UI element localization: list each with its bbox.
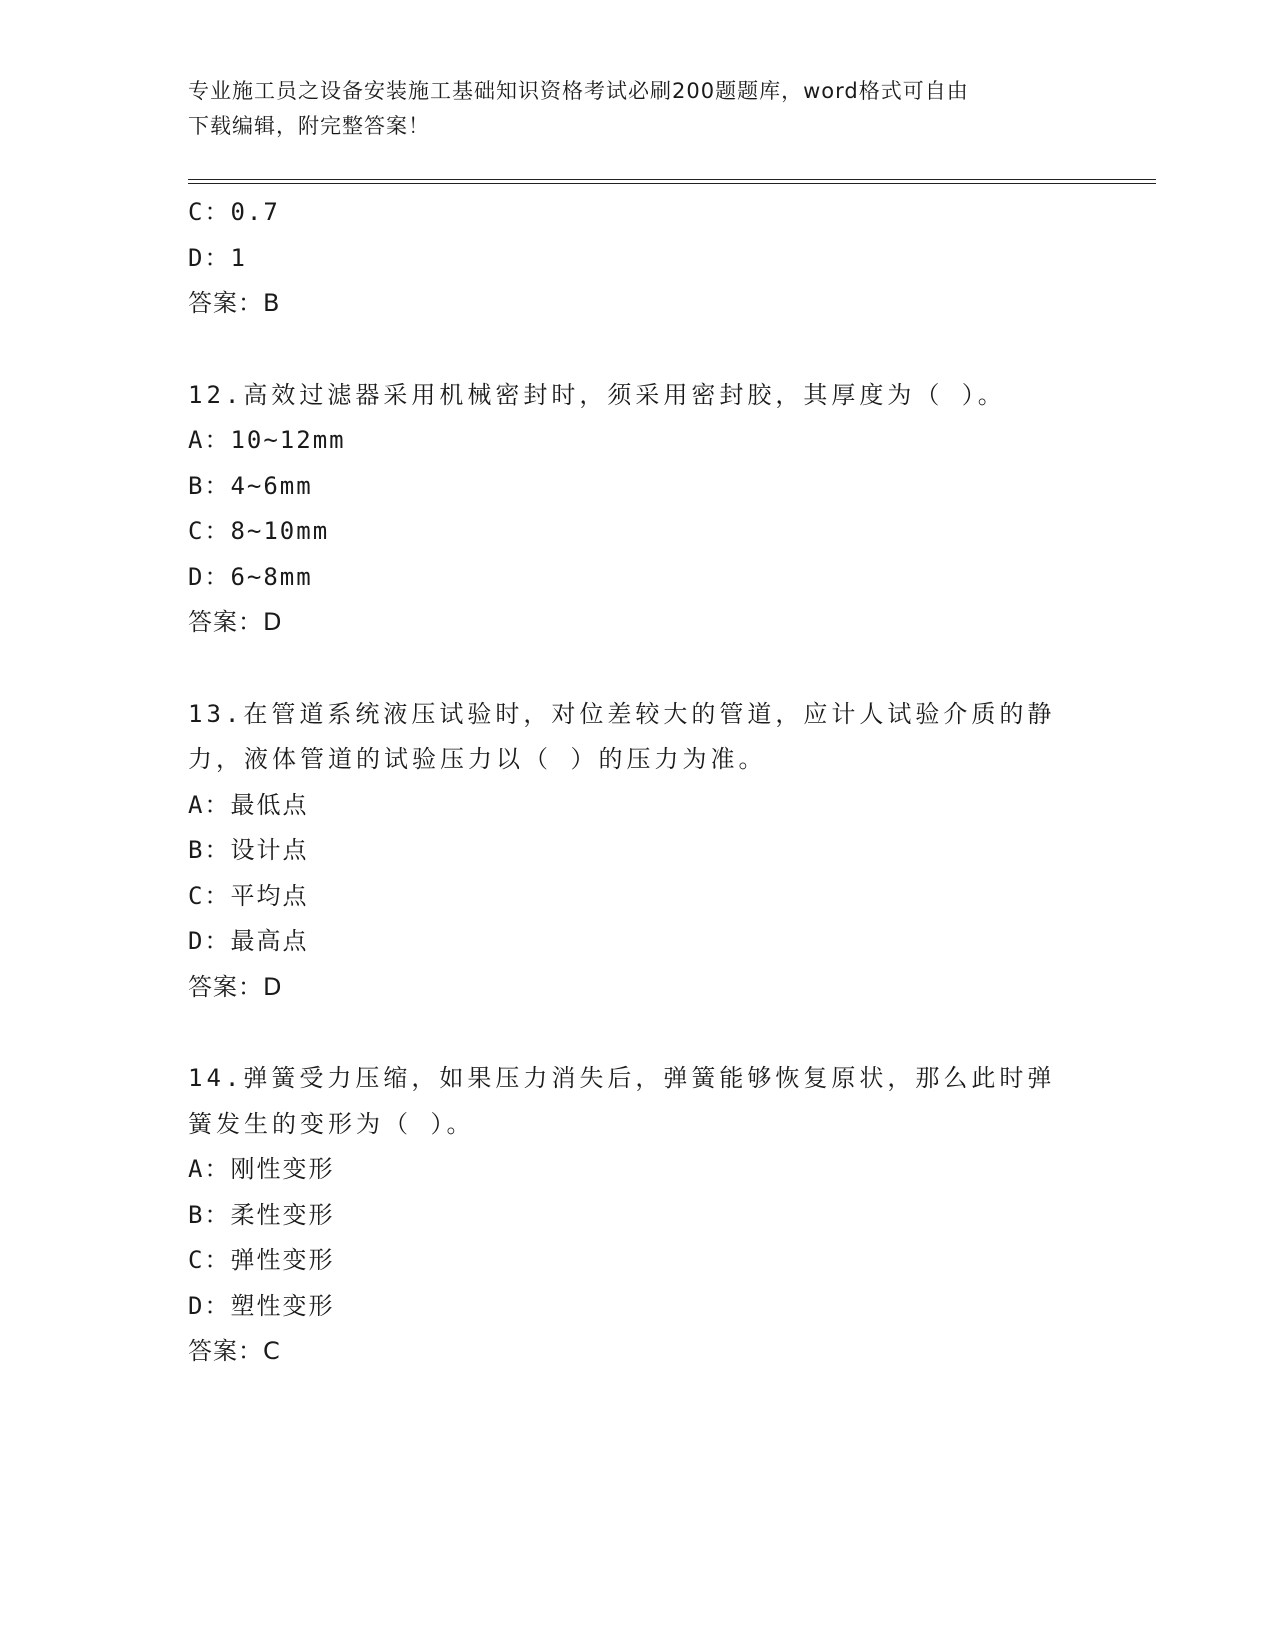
option-b: B：4~6mm (188, 471, 313, 500)
question-13 (188, 692, 1088, 1011)
question-12 (188, 373, 1088, 646)
question-spacer (188, 646, 1088, 692)
option-a: A：刚性变形 (188, 1155, 335, 1183)
answer-line: 答案：D (188, 972, 283, 1001)
question-stem-line-2: 簧发生的变形为（ ）。 (188, 1109, 475, 1138)
question-spacer (188, 327, 1088, 373)
option-d: D：塑性变形 (188, 1291, 335, 1320)
question-stem-line-2: 力，液体管道的试验压力以（ ）的压力为准。 (188, 745, 767, 773)
question-stem-line-1: 14.弹簧受力压缩，如果压力消失后，弹簧能够恢复原状，那么此时弹 (188, 1064, 1056, 1092)
question-spacer (188, 1010, 1088, 1056)
page-header (188, 74, 1088, 144)
question-list (188, 190, 1088, 1375)
header-title-line-1: 专业施工员之设备安装施工基础知识资格考试必刷200题题库，word格式可自由 (188, 79, 969, 103)
option-d: D：6~8mm (188, 562, 313, 591)
option-c: C：弹性变形 (188, 1246, 335, 1274)
answer-line: 答案：C (188, 1337, 281, 1365)
question-stem: 12.高效过滤器采用机械密封时，须采用密封胶，其厚度为（ ）。 (188, 380, 1006, 409)
question-11-tail (188, 190, 1088, 327)
option-a: A：10~12mm (188, 426, 346, 454)
header-title-line-2: 下载编辑，附完整答案！ (188, 114, 430, 138)
option-c: C：8~10mm (188, 517, 330, 545)
option-a: A：最低点 (188, 790, 309, 819)
answer-line: 答案：D (188, 608, 283, 636)
option-c: C：平均点 (188, 881, 309, 910)
question-stem-line-1: 13.在管道系统液压试验时，对位差较大的管道，应计人试验介质的静 (188, 699, 1056, 728)
answer-line: 答案：B (188, 289, 281, 317)
option-c: C：0.7 (188, 198, 280, 226)
option-d: D：1 (188, 243, 247, 272)
option-d: D：最高点 (188, 927, 309, 955)
header-divider (188, 179, 1156, 184)
question-14 (188, 1056, 1088, 1375)
option-b: B：柔性变形 (188, 1200, 335, 1229)
option-b: B：设计点 (188, 836, 309, 864)
